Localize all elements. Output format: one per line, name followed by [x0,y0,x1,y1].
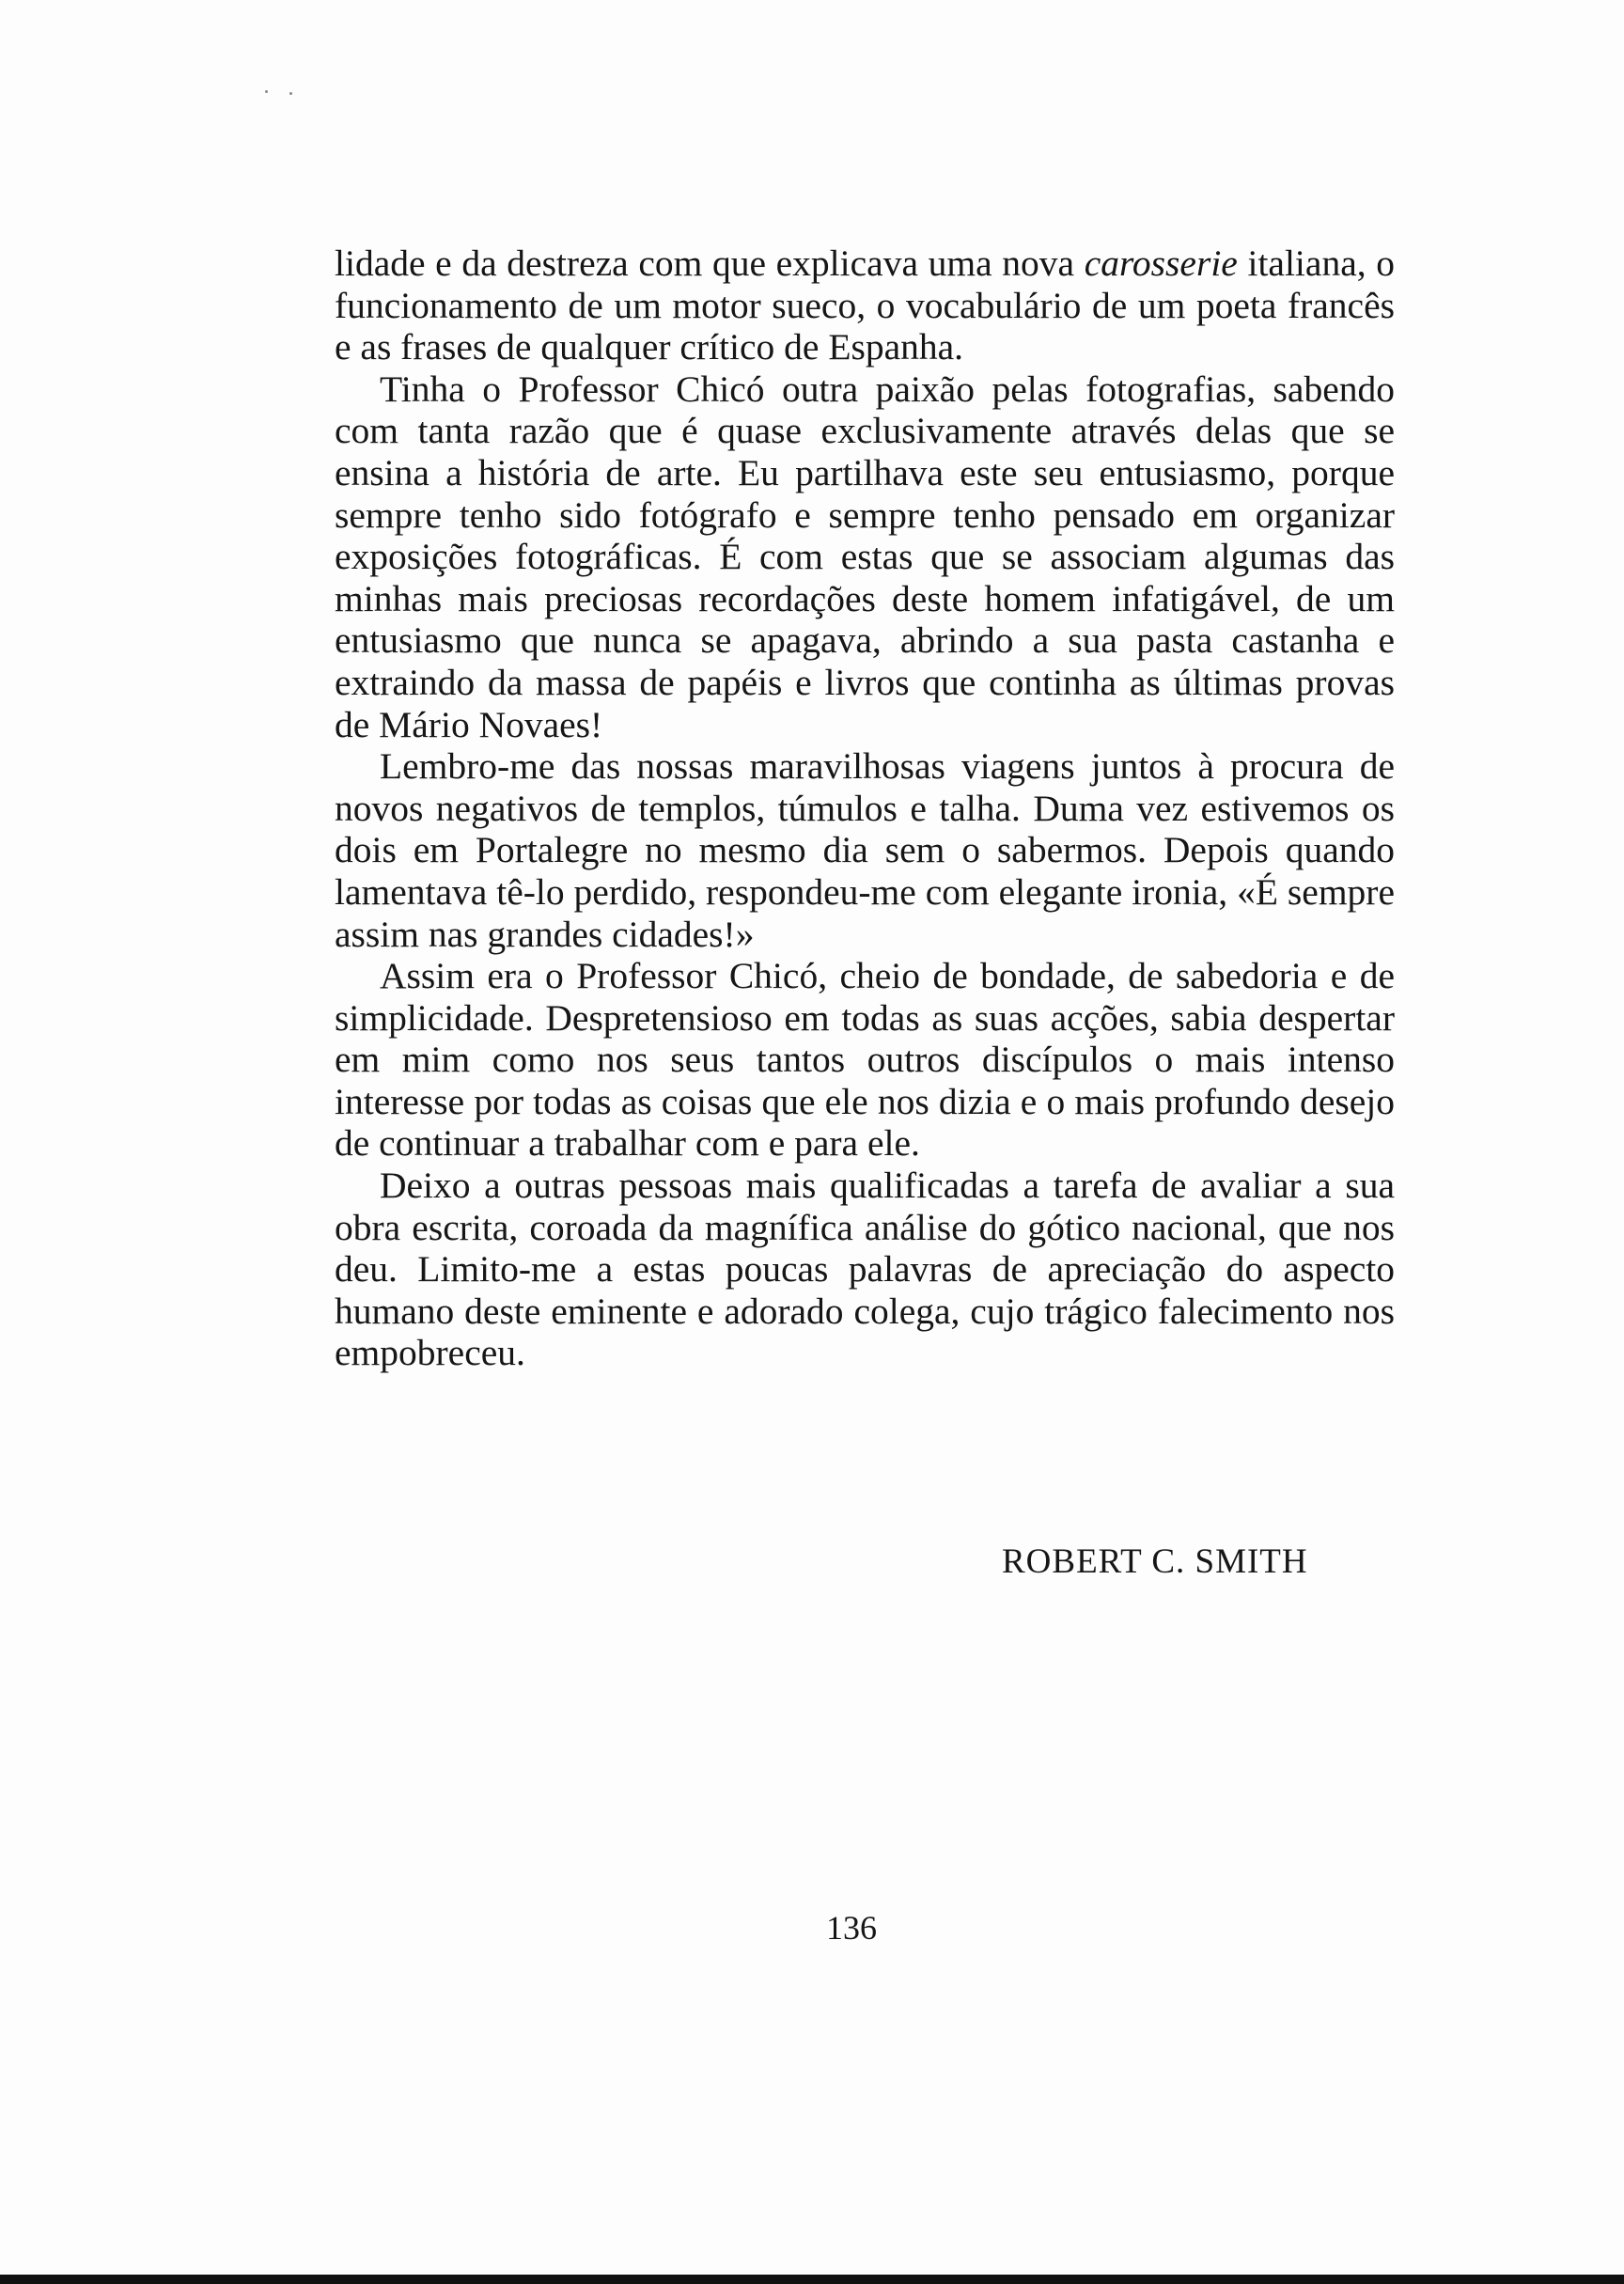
paragraph-text: Lembro-me das nossas maravilhosas viagens juntos à procura de novos negativos de templos, túmulos e talha. Duma vez estivemos os dois em Portalegre no mesmo dia sem o sabermos. Depois quando lamentava tê-lo perdido, respondeu-me com elegante ironia, «É sempre assim nas grandes cidades!» [335,745,1395,955]
scan-specks [265,88,303,96]
paragraph [335,745,1395,955]
paragraph-text: italiana, o funcionamento de um motor sueco, o vocabulário de um poeta francês e as frases de qualquer crítico de Espanha. [335,242,1396,368]
paragraph-text: Assim era o Professor Chicó, cheio de bondade, de sabedoria e de simplicidade. Despretensioso em todas as suas acções, sabia despertar em mim como nos seus tantos outros discípulos o mais intenso interesse por todas as coisas que ele nos dizia e o mais profundo desejo de continuar a trabalhar com e para ele. [335,955,1395,1165]
author-signature: ROBERT C. SMITH [1002,1542,1308,1581]
scan-bottom-edge [0,2275,1624,2284]
page-number: 136 [826,1909,877,1947]
italic-term: carosserie [1084,242,1238,284]
paragraph-text: lidade e da destreza com que explicava uma nova [335,242,1085,284]
paragraph [335,242,1395,368]
paragraph-text: Tinha o Professor Chicó outra paixão pelas fotografias, sabendo com tanta razão que é quase exclusivamente através delas que se ensina a história de arte. Eu partilhava este seu entusiasmo, porque sempre tenho sido fotógrafo e sempre tenho pensado em organizar exposições fotográficas. É com estas que se associam algumas das minhas mais preciosas recordações deste homem infatigável, de um entusiasmo que nunca se apagava, abrindo a sua pasta castanha e extraindo da massa de papéis e livros que continha as últimas provas de Mário Novaes! [335,368,1395,745]
paragraph [335,955,1395,1165]
paragraph-text: Deixo a outras pessoas mais qualificadas a tarefa de avaliar a sua obra escrita, coroada da magnífica análise do gótico nacional, que nos deu. Limito-me a estas poucas palavras de apreciação do aspecto humano deste eminente e adorado colega, cujo trágico falecimento nos empobreceu. [335,1165,1395,1374]
body-text [335,242,1395,1374]
paragraph [335,368,1395,745]
paragraph [335,1165,1395,1374]
